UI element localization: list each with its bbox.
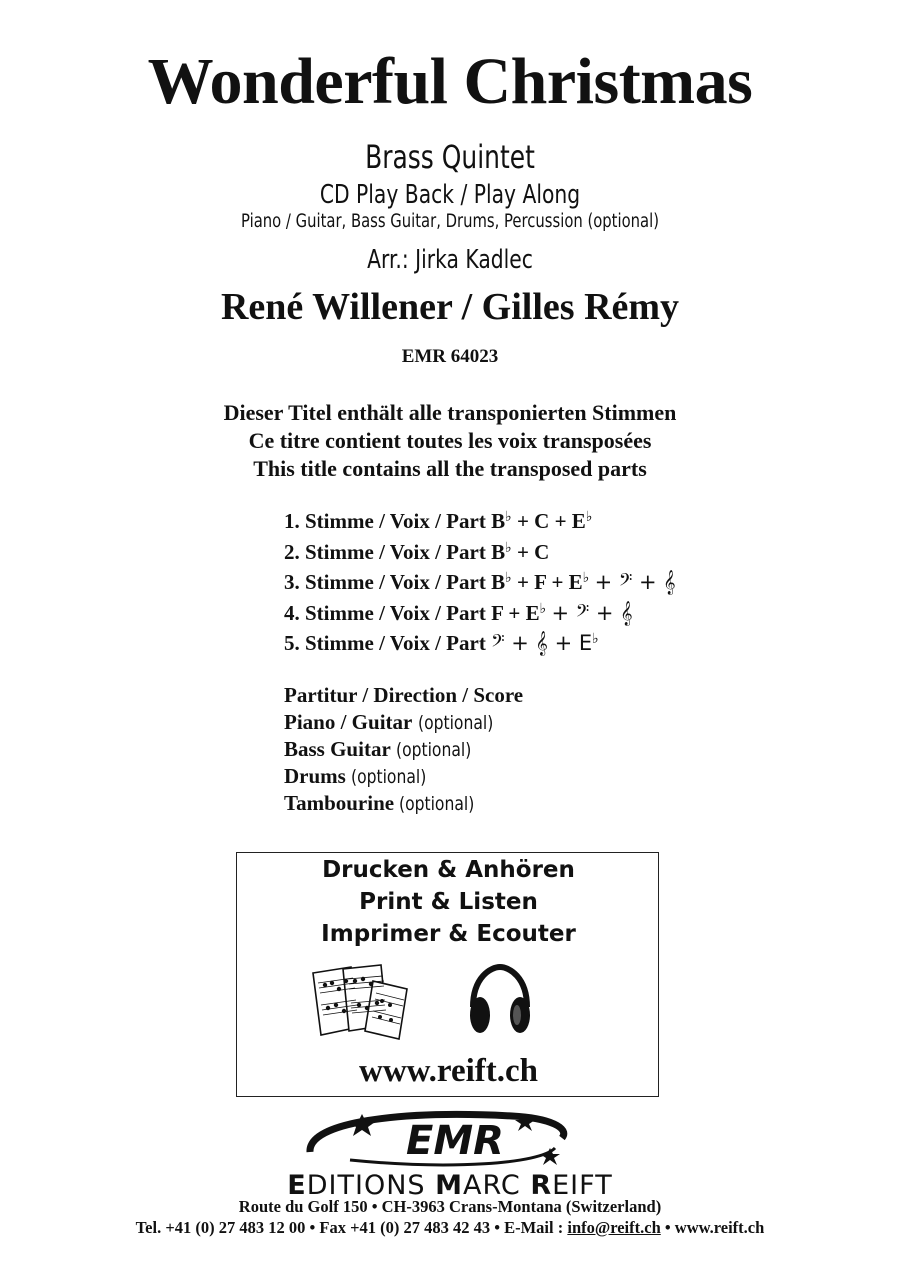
email-link[interactable]: info@reift.ch: [567, 1218, 661, 1237]
part-row-1: [284, 503, 676, 534]
website-link[interactable]: www.reift.ch: [358, 1053, 539, 1089]
accompaniment-line: Piano / Guitar, Bass Guitar, Drums, Percussion (optional): [241, 211, 659, 232]
part-row-2: [284, 534, 676, 565]
extra-row-drums: Drums (optional): [284, 764, 427, 788]
parts-list: [284, 503, 676, 656]
promo-line-english: Print & Listen: [359, 889, 538, 915]
part-row-5: [284, 625, 676, 656]
part-key: B♭ + F: [491, 570, 552, 594]
part-label: 1. Stimme / Voix / Part: [284, 509, 486, 533]
ensemble-subtitle: Brass Quintet: [365, 138, 535, 176]
flat-icon: ♭: [592, 632, 599, 647]
part-label: 2. Stimme / Voix / Part: [284, 539, 486, 564]
headphones-icon: [465, 961, 535, 1041]
extra-row-tambourine: Tambourine (optional): [284, 791, 475, 815]
flat-icon: ♭: [582, 571, 590, 586]
score-title: Wonderful Christmas: [147, 45, 753, 118]
clef-icons: + 𝄢 + 𝄞: [594, 570, 676, 594]
note-german: Dieser Titel enthält alle transponierten Stimmen: [223, 400, 677, 425]
sheet-music-icon: [307, 961, 422, 1041]
part-key: + E♭: [554, 509, 593, 533]
extra-row-piano: Piano / Guitar (optional): [284, 710, 493, 734]
arranger-line: Arr.: Jirka Kadlec: [367, 245, 533, 275]
svg-text:EMR: EMR: [406, 1118, 504, 1164]
flat-icon: ♭: [505, 540, 512, 556]
publisher-name: EDITIONS MARC REIFT: [287, 1170, 613, 1201]
flat-icon: ♭: [505, 510, 512, 525]
publisher-address: Route du Golf 150 • CH-3963 Crans-Montana (Switzerland): [238, 1197, 662, 1216]
publisher-contact: Tel. +41 (0) 27 483 12 00 • Fax +41 (0) 27 483 42 43 • E-Mail : info@reift.ch • www.reift.ch: [135, 1218, 765, 1237]
flat-icon: ♭: [505, 571, 512, 586]
clef-icons: + 𝄢 + 𝄞: [551, 600, 633, 625]
promo-line-french: Imprimer & Ecouter: [321, 921, 576, 947]
part-key: B♭ + C: [491, 539, 550, 564]
extra-row-score: Partitur / Direction / Score: [284, 683, 524, 707]
part-label: 5. Stimme / Voix / Part: [284, 631, 486, 655]
part-key: F + E♭: [491, 600, 547, 625]
catalog-number: EMR 64023: [401, 346, 499, 367]
flat-icon: ♭: [585, 510, 593, 525]
extra-row-bass: Bass Guitar (optional): [284, 737, 472, 761]
additional-parts: [284, 682, 523, 817]
part-row-4: [284, 595, 676, 626]
part-key: + E♭: [551, 570, 590, 594]
note-english: This title contains all the transposed parts: [253, 456, 647, 481]
emr-logo: [250, 1108, 660, 1172]
composers: René Willener / Gilles Rémy: [220, 286, 680, 328]
note-french: Ce titre contient toutes les voix transposées: [248, 428, 652, 453]
playback-line: CD Play Back / Play Along: [319, 180, 581, 210]
promo-line-german: Drucken & Anhören: [322, 857, 575, 883]
clef-icons: 𝄢 + 𝄞 + E: [491, 631, 593, 655]
print-listen-box: [236, 852, 659, 1097]
part-key: B♭ + C: [491, 509, 555, 533]
part-label: 4. Stimme / Voix / Part: [284, 600, 486, 625]
part-label: 3. Stimme / Voix / Part: [284, 570, 486, 594]
part-row-3: [284, 564, 676, 595]
flat-icon: ♭: [539, 601, 547, 617]
